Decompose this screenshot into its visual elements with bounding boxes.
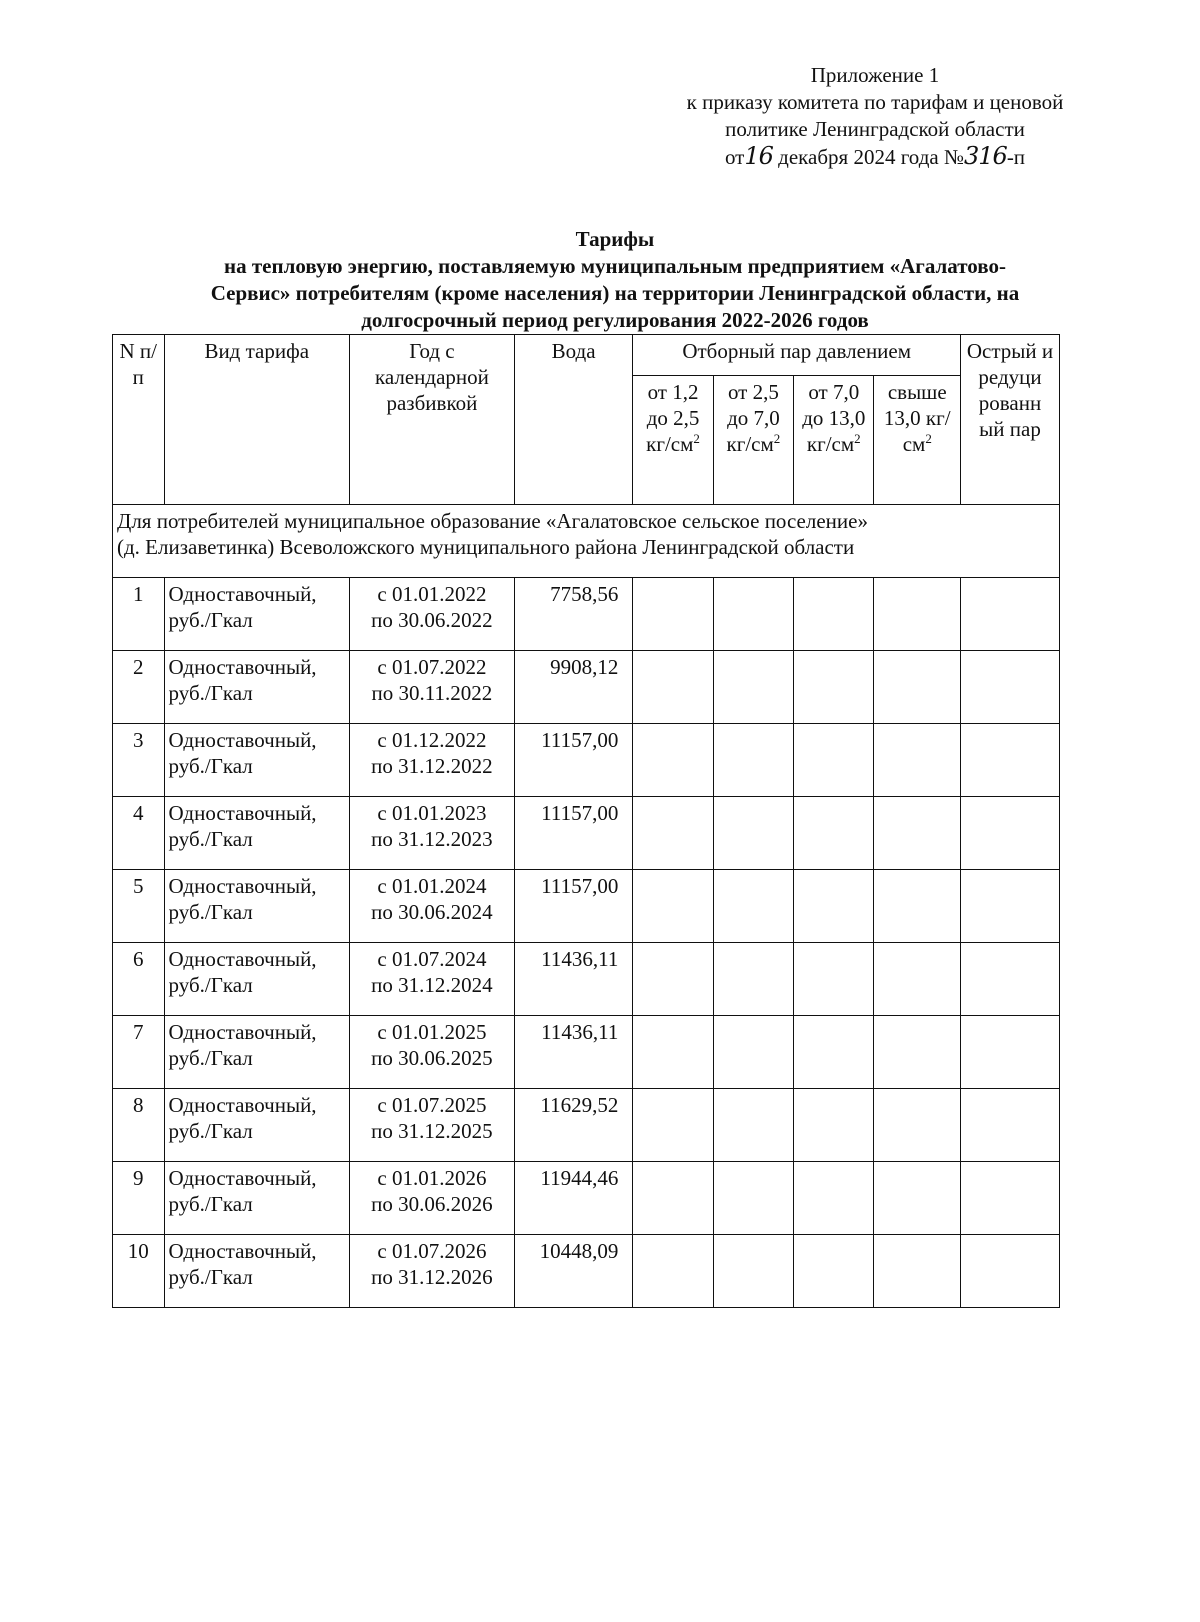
row-tariff-type bbox=[164, 943, 349, 1016]
row-period-line-2: по 31.12.2022 bbox=[371, 754, 493, 778]
row-num: 10 bbox=[113, 1235, 165, 1308]
row-period bbox=[349, 943, 514, 1016]
appendix-committee: политике Ленинградской области bbox=[725, 117, 1025, 141]
row-tariff-type-line-2: руб./Гкал bbox=[168, 827, 253, 851]
row-steam-4 bbox=[874, 1016, 961, 1089]
row-period-line-1: с 01.01.2022 bbox=[377, 582, 487, 606]
row-water-value: 11157,00 bbox=[514, 724, 633, 797]
row-tariff-type-line-1: Одноставочный, bbox=[168, 582, 317, 606]
row-tariff-type bbox=[164, 1162, 349, 1235]
row-steam-3 bbox=[794, 651, 874, 724]
row-tariff-type bbox=[164, 651, 349, 724]
row-water-value: 11944,46 bbox=[514, 1162, 633, 1235]
row-steam-1 bbox=[633, 870, 713, 943]
row-tariff-type-line-2: руб./Гкал bbox=[168, 1192, 253, 1216]
header-steam-2 bbox=[713, 376, 793, 505]
row-period bbox=[349, 797, 514, 870]
row-period-line-1: с 01.07.2022 bbox=[377, 655, 487, 679]
row-tariff-type bbox=[164, 724, 349, 797]
superscript: 2 bbox=[925, 431, 932, 446]
row-steam-4 bbox=[874, 1089, 961, 1162]
row-water-value: 11157,00 bbox=[514, 870, 633, 943]
row-steam-1 bbox=[633, 1162, 713, 1235]
row-tariff-type-line-2: руб./Гкал bbox=[168, 1265, 253, 1289]
row-steam-4 bbox=[874, 651, 961, 724]
number-suffix: -п bbox=[1006, 145, 1026, 169]
row-tariff-type-line-2: руб./Гкал bbox=[168, 1119, 253, 1143]
row-period bbox=[349, 1016, 514, 1089]
row-steam-3 bbox=[794, 1162, 874, 1235]
header-year: Год с календарной разбивкой bbox=[349, 335, 514, 505]
row-steam-4 bbox=[874, 1235, 961, 1308]
row-period-line-1: с 01.07.2026 bbox=[377, 1239, 487, 1263]
row-tariff-type-line-1: Одноставочный, bbox=[168, 655, 317, 679]
header-sharp-steam: Острый и редуци рованн ый пар bbox=[961, 335, 1060, 505]
table-row bbox=[113, 651, 1060, 724]
table-row bbox=[113, 797, 1060, 870]
row-tariff-type-line-1: Одноставочный, bbox=[168, 1239, 317, 1263]
row-period bbox=[349, 724, 514, 797]
row-steam-1 bbox=[633, 1016, 713, 1089]
row-tariff-type-line-2: руб./Гкал bbox=[168, 973, 253, 997]
title-line-3: Сервис» потребителям (кроме населения) на территории Ленинградской области, на bbox=[210, 281, 1020, 305]
row-sharp-steam bbox=[961, 943, 1060, 1016]
row-tariff-type-line-1: Одноставочный, bbox=[168, 947, 317, 971]
row-period bbox=[349, 1162, 514, 1235]
row-sharp-steam bbox=[961, 578, 1060, 651]
handwritten-order-number: 316 bbox=[964, 142, 1007, 170]
consumer-group-line-1: Для потребителей муниципальное образование «Агалатовское сельское поселение» bbox=[117, 509, 868, 533]
row-period bbox=[349, 1235, 514, 1308]
row-tariff-type-line-1: Одноставочный, bbox=[168, 1166, 317, 1190]
document-title bbox=[140, 226, 1090, 334]
header-steam-2-text: от 2,5 до 7,0 кг/см bbox=[726, 380, 780, 456]
row-period bbox=[349, 870, 514, 943]
row-tariff-type-line-2: руб./Гкал bbox=[168, 1046, 253, 1070]
tariff-rows bbox=[113, 578, 1060, 1308]
row-steam-3 bbox=[794, 870, 874, 943]
row-steam-1 bbox=[633, 724, 713, 797]
row-period bbox=[349, 578, 514, 651]
row-sharp-steam bbox=[961, 724, 1060, 797]
appendix-order-ref: к приказу комитета по тарифам и ценовой bbox=[686, 90, 1064, 114]
row-sharp-steam bbox=[961, 1016, 1060, 1089]
row-num: 9 bbox=[113, 1162, 165, 1235]
header-steam-4-text: свыше 13,0 кг/см bbox=[883, 380, 951, 456]
row-period-line-1: с 01.01.2024 bbox=[377, 874, 487, 898]
date-middle: декабря 2024 года № bbox=[778, 145, 964, 169]
row-tariff-type bbox=[164, 578, 349, 651]
table-row bbox=[113, 1235, 1060, 1308]
consumer-group-line-2: (д. Елизаветинка) Всеволожского муниципального района Ленинградской области bbox=[117, 535, 855, 559]
header-water: Вода bbox=[514, 335, 633, 505]
row-period bbox=[349, 651, 514, 724]
row-sharp-steam bbox=[961, 1235, 1060, 1308]
row-num: 2 bbox=[113, 651, 165, 724]
table-row bbox=[113, 1162, 1060, 1235]
table-row bbox=[113, 1016, 1060, 1089]
row-period-line-2: по 30.06.2022 bbox=[371, 608, 493, 632]
row-water-value: 10448,09 bbox=[514, 1235, 633, 1308]
header-steam-1 bbox=[633, 376, 713, 505]
title-heading: Тарифы bbox=[575, 227, 655, 251]
row-steam-2 bbox=[713, 578, 793, 651]
row-num: 4 bbox=[113, 797, 165, 870]
header-steam-3 bbox=[794, 376, 874, 505]
consumer-group-label bbox=[113, 505, 1060, 578]
date-prefix: от bbox=[724, 145, 745, 169]
row-tariff-type-line-1: Одноставочный, bbox=[168, 728, 317, 752]
row-tariff-type-line-1: Одноставочный, bbox=[168, 874, 317, 898]
row-water-value: 11629,52 bbox=[514, 1089, 633, 1162]
row-tariff-type bbox=[164, 1235, 349, 1308]
row-steam-3 bbox=[794, 1089, 874, 1162]
handwritten-day: 16 bbox=[744, 142, 773, 170]
row-sharp-steam bbox=[961, 651, 1060, 724]
row-steam-2 bbox=[713, 870, 793, 943]
row-steam-4 bbox=[874, 724, 961, 797]
title-line-2: на тепловую энергию, поставляемую муниципальным предприятием «Агалатово- bbox=[224, 254, 1006, 278]
row-num: 1 bbox=[113, 578, 165, 651]
row-num: 8 bbox=[113, 1089, 165, 1162]
row-steam-3 bbox=[794, 797, 874, 870]
row-sharp-steam bbox=[961, 797, 1060, 870]
row-tariff-type bbox=[164, 1089, 349, 1162]
row-tariff-type-line-2: руб./Гкал bbox=[168, 754, 253, 778]
header-steam-4 bbox=[874, 376, 961, 505]
row-steam-2 bbox=[713, 943, 793, 1016]
row-steam-1 bbox=[633, 1235, 713, 1308]
table-row bbox=[113, 870, 1060, 943]
row-steam-2 bbox=[713, 1016, 793, 1089]
row-water-value: 11436,11 bbox=[514, 943, 633, 1016]
row-water-value: 11157,00 bbox=[514, 797, 633, 870]
superscript: 2 bbox=[693, 431, 700, 446]
row-steam-4 bbox=[874, 870, 961, 943]
row-tariff-type bbox=[164, 1016, 349, 1089]
row-steam-4 bbox=[874, 943, 961, 1016]
row-period-line-1: с 01.01.2026 bbox=[377, 1166, 487, 1190]
row-sharp-steam bbox=[961, 1089, 1060, 1162]
title-line-4: долгосрочный период регулирования 2022-2026 годов bbox=[361, 308, 869, 332]
row-tariff-type bbox=[164, 870, 349, 943]
row-steam-1 bbox=[633, 1089, 713, 1162]
row-steam-3 bbox=[794, 1016, 874, 1089]
row-tariff-type-line-1: Одноставочный, bbox=[168, 801, 317, 825]
appendix-date-line bbox=[640, 143, 1110, 171]
header-steam-group: Отборный пар давлением bbox=[633, 335, 961, 376]
row-sharp-steam bbox=[961, 870, 1060, 943]
row-tariff-type-line-2: руб./Гкал bbox=[168, 608, 253, 632]
row-tariff-type-line-2: руб./Гкал bbox=[168, 681, 253, 705]
row-num: 6 bbox=[113, 943, 165, 1016]
row-steam-2 bbox=[713, 1162, 793, 1235]
row-steam-1 bbox=[633, 943, 713, 1016]
row-num: 3 bbox=[113, 724, 165, 797]
row-steam-4 bbox=[874, 797, 961, 870]
tariffs-table bbox=[112, 334, 1060, 1308]
row-num: 7 bbox=[113, 1016, 165, 1089]
row-period-line-2: по 30.06.2025 bbox=[371, 1046, 493, 1070]
row-period-line-1: с 01.01.2023 bbox=[377, 801, 487, 825]
row-period-line-2: по 30.11.2022 bbox=[371, 681, 493, 705]
row-period-line-1: с 01.12.2022 bbox=[377, 728, 487, 752]
appendix-header bbox=[640, 62, 1110, 171]
row-steam-2 bbox=[713, 1089, 793, 1162]
appendix-title: Приложение 1 bbox=[810, 63, 940, 87]
table-row bbox=[113, 1089, 1060, 1162]
header-steam-3-text: от 7,0 до 13,0 кг/см bbox=[802, 380, 866, 456]
row-water-value: 11436,11 bbox=[514, 1016, 633, 1089]
row-steam-3 bbox=[794, 578, 874, 651]
table-row bbox=[113, 724, 1060, 797]
row-period-line-1: с 01.01.2025 bbox=[377, 1020, 487, 1044]
row-period-line-2: по 31.12.2023 bbox=[371, 827, 493, 851]
row-period-line-2: по 30.06.2026 bbox=[371, 1192, 493, 1216]
table-row bbox=[113, 943, 1060, 1016]
row-sharp-steam bbox=[961, 1162, 1060, 1235]
row-water-value: 7758,56 bbox=[514, 578, 633, 651]
row-steam-2 bbox=[713, 651, 793, 724]
row-num: 5 bbox=[113, 870, 165, 943]
table-row bbox=[113, 578, 1060, 651]
row-period-line-2: по 31.12.2026 bbox=[371, 1265, 493, 1289]
row-steam-2 bbox=[713, 797, 793, 870]
row-period-line-2: по 31.12.2025 bbox=[371, 1119, 493, 1143]
superscript: 2 bbox=[854, 431, 861, 446]
row-steam-4 bbox=[874, 1162, 961, 1235]
row-period-line-1: с 01.07.2024 bbox=[377, 947, 487, 971]
row-steam-4 bbox=[874, 578, 961, 651]
row-period-line-2: по 31.12.2024 bbox=[371, 973, 493, 997]
row-tariff-type bbox=[164, 797, 349, 870]
header-tariff-type: Вид тарифа bbox=[164, 335, 349, 505]
header-num: N п/п bbox=[113, 335, 165, 505]
row-period-line-2: по 30.06.2024 bbox=[371, 900, 493, 924]
row-period-line-1: с 01.07.2025 bbox=[377, 1093, 487, 1117]
row-steam-1 bbox=[633, 651, 713, 724]
superscript: 2 bbox=[773, 431, 781, 446]
row-tariff-type-line-1: Одноставочный, bbox=[168, 1093, 317, 1117]
row-tariff-type-line-1: Одноставочный, bbox=[168, 1020, 317, 1044]
row-steam-2 bbox=[713, 1235, 793, 1308]
row-steam-2 bbox=[713, 724, 793, 797]
row-steam-3 bbox=[794, 724, 874, 797]
header-steam-1-text: от 1,2 до 2,5 кг/см bbox=[646, 380, 700, 456]
row-period bbox=[349, 1089, 514, 1162]
row-steam-1 bbox=[633, 578, 713, 651]
row-steam-3 bbox=[794, 1235, 874, 1308]
row-water-value: 9908,12 bbox=[514, 651, 633, 724]
row-tariff-type-line-2: руб./Гкал bbox=[168, 900, 253, 924]
row-steam-3 bbox=[794, 943, 874, 1016]
row-steam-1 bbox=[633, 797, 713, 870]
